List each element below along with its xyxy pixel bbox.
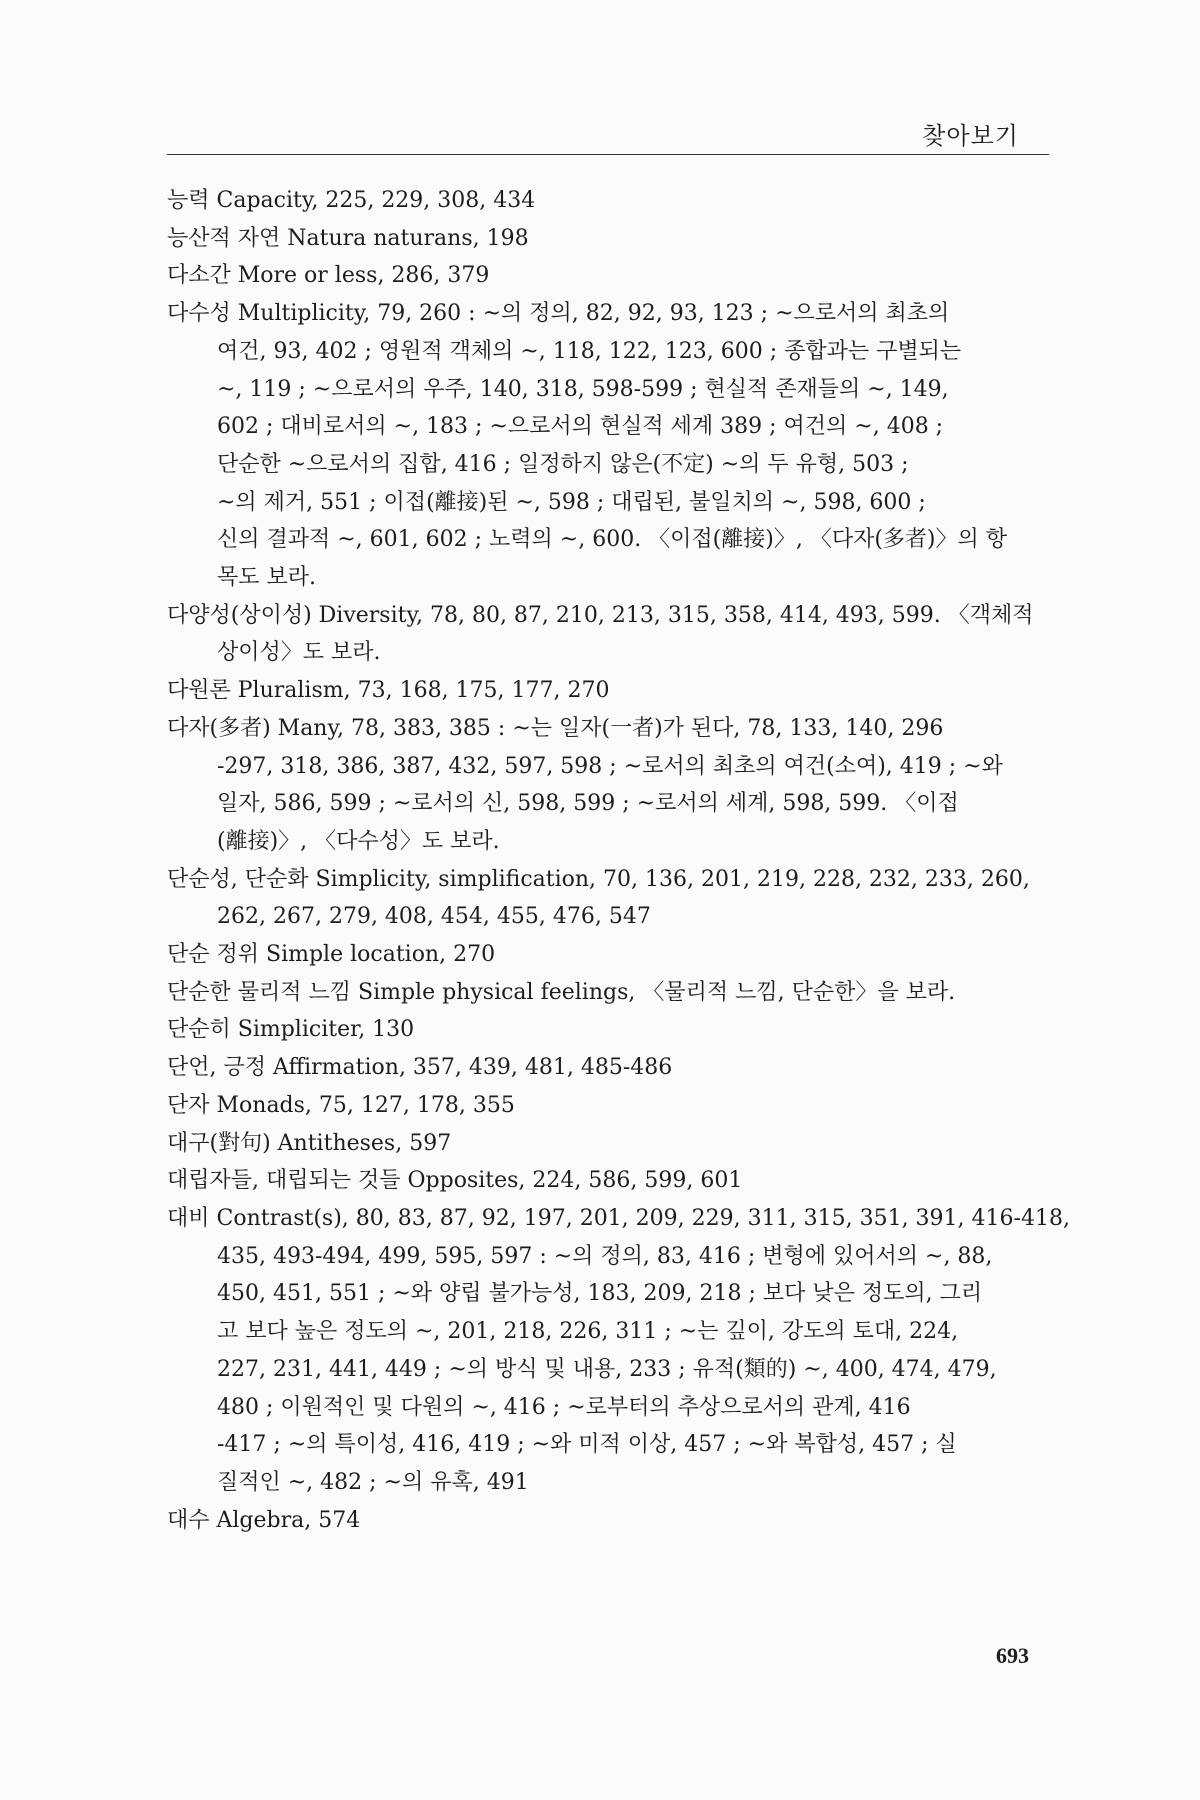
entry-line: 대립자들, 대립되는 것들 Opposites, 224, 586, 599, 601: [167, 1168, 743, 1194]
running-header: [167, 112, 1049, 155]
index-entry: [167, 597, 1077, 672]
page-number: 693: [996, 1643, 1029, 1668]
index-entry: [167, 257, 1077, 295]
index-entry: [167, 1200, 1077, 1502]
index-entry: [167, 1162, 1077, 1200]
entry-line: 대수 Algebra, 574: [167, 1507, 361, 1533]
index-entry: [167, 1502, 1077, 1540]
entry-line: 480 ; 이원적인 및 다원의 ~, 416 ; ~로부터의 추상으로서의 관계, 416: [217, 1394, 911, 1420]
index-entry: [167, 220, 1077, 258]
entry-line: 일자, 586, 599 ; ~로서의 신, 598, 599 ; ~로서의 세계, 598, 599. 〈이접: [217, 791, 959, 817]
index-entries: [167, 182, 1077, 1539]
entry-line: 고 보다 높은 정도의 ~, 201, 218, 226, 311 ; ~는 깊이, 강도의 토대, 224,: [217, 1319, 959, 1345]
entry-line: 단자 Monads, 75, 127, 178, 355: [167, 1092, 515, 1118]
entry-line: 질적인 ~, 482 ; ~의 유혹, 491: [217, 1469, 529, 1495]
entry-line: 능력 Capacity, 225, 229, 308, 434: [167, 188, 536, 213]
entry-line: 다자(多者) Many, 78, 383, 385 : ~는 일자(一者)가 된다, 78, 133, 140, 296: [167, 715, 944, 741]
index-entry: [167, 936, 1077, 974]
entry-line: 단순한 물리적 느낌 Simple physical feelings, 〈물리적 느낌, 단순한〉을 보라.: [167, 979, 956, 1005]
index-entry: [167, 672, 1077, 710]
entry-line: (離接)〉, 〈다수성〉도 보라.: [217, 828, 500, 854]
index-entry: [167, 1087, 1077, 1125]
entry-line: ~, 119 ; ~으로서의 우주, 140, 318, 598-599 ; 현실적 존재들의 ~, 149,: [217, 376, 949, 402]
entry-line: 능산적 자연 Natura naturans, 198: [167, 225, 529, 251]
index-entry: [167, 182, 1077, 220]
index-entry: [167, 861, 1077, 936]
entry-line: -417 ; ~의 특이성, 416, 419 ; ~와 미적 이상, 457 ; ~와 복합성, 457 ; 실: [217, 1432, 957, 1458]
header-title: 찾아보기: [922, 122, 1019, 150]
entry-line: 여건, 93, 402 ; 영원적 객체의 ~, 118, 122, 123, 600 ; 종합과는 구별되는: [217, 338, 962, 364]
index-entry: [167, 1011, 1077, 1049]
entry-line: 다수성 Multiplicity, 79, 260 : ~의 정의, 82, 92, 93, 123 ; ~으로서의 최초의: [167, 301, 950, 327]
index-entry: [167, 295, 1077, 597]
entry-line: 227, 231, 441, 449 ; ~의 방식 및 내용, 233 ; 유적(類的) ~, 400, 474, 479,: [217, 1356, 997, 1382]
entry-line: 602 ; 대비로서의 ~, 183 ; ~으로서의 현실적 세계 389 ; 여건의 ~, 408 ;: [217, 414, 944, 440]
index-entry: [167, 710, 1077, 861]
entry-line: 단순히 Simpliciter, 130: [167, 1017, 415, 1043]
index-entry: [167, 1125, 1077, 1163]
entry-line: 상이성〉도 보라.: [217, 640, 381, 666]
entry-line: 단언, 긍정 Affirmation, 357, 439, 481, 485-486: [167, 1055, 673, 1081]
index-entry: [167, 974, 1077, 1012]
entry-line: 450, 451, 551 ; ~와 양립 불가능성, 183, 209, 218 ; 보다 낮은 정도의, 그리: [217, 1281, 983, 1307]
entry-line: 435, 493-494, 499, 595, 597 : ~의 정의, 83, 416 ; 변형에 있어서의 ~, 88,: [217, 1243, 993, 1269]
entry-line: 목도 보라.: [217, 565, 316, 591]
entry-line: ~의 제거, 551 ; 이접(離接)된 ~, 598 ; 대립된, 불일치의 ~, 598, 600 ;: [217, 489, 926, 515]
entry-line: 다소간 More or less, 286, 379: [167, 263, 490, 289]
entry-line: 다양성(상이성) Diversity, 78, 80, 87, 210, 213, 315, 358, 414, 493, 599. 〈객체적: [167, 602, 1034, 628]
entry-line: -297, 318, 386, 387, 432, 597, 598 ; ~로서의 최초의 여건(소여), 419 ; ~와: [217, 753, 1003, 779]
entry-line: 대구(對句) Antitheses, 597: [167, 1130, 452, 1156]
entry-line: 단순성, 단순화 Simplicity, simplification, 70, 136, 201, 219, 228, 232, 233, 260,: [167, 866, 1030, 892]
entry-line: 다원론 Pluralism, 73, 168, 175, 177, 270: [167, 678, 610, 704]
index-entry: [167, 1049, 1077, 1087]
entry-line: 대비 Contrast(s), 80, 83, 87, 92, 197, 201, 209, 229, 311, 315, 351, 391, 416-418,: [167, 1205, 1070, 1231]
entry-line: 262, 267, 279, 408, 454, 455, 476, 547: [217, 904, 651, 930]
entry-line: 단순한 ~으로서의 집합, 416 ; 일정하지 않은(不定) ~의 두 유형, 503 ;: [217, 451, 909, 477]
entry-line: 신의 결과적 ~, 601, 602 ; 노력의 ~, 600. 〈이접(離接)〉, 〈다자(多者)〉의 항: [217, 527, 1008, 553]
entry-line: 단순 정위 Simple location, 270: [167, 942, 496, 968]
